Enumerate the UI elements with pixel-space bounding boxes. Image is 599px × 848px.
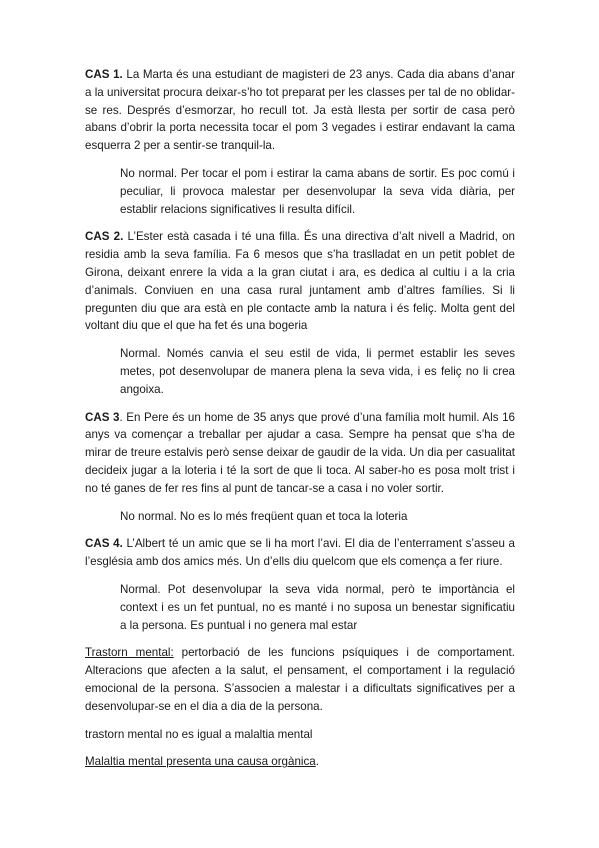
case-3-answer: No normal. No es lo més freqüent quan et toca la loteria [120,509,408,523]
case-4-text: L’Albert té un amic que se li ha mort l’avi. El dia de l’enterrament s’asseu a l’església amb dos amics més. Un d’ells diu quelcom que els comença a fer riure. [85,537,515,569]
case-1 [85,66,515,155]
note-mental-illness-text: Malaltia mental presenta una causa orgànica [85,755,316,769]
case-3 [85,409,515,498]
case-3-text: . En Pere és un home de 35 anys que prové d’una família molt humil. Als 16 anys va començar a treballar per ajudar a casa. Sempre ha pensat que s’ha de mirar de treure estalvis però sense deixar de gaudir de la vida. Un dia per casualitat decideix jugar a la loteria i té la sort de que li toca. Al saber-ho es posa molt trist i no té ganes de fer res fins al punt de tancar-se a casa i no voler sortir. [85,410,515,495]
note-mental-disorder: trastorn mental no es igual a malaltia mental [85,727,313,741]
case-4-label: CAS 4. [85,537,123,551]
case-2-label: CAS 2. [85,230,124,244]
definition-paragraph [85,644,515,715]
case-2-answer: Normal. Només canvia el seu estil de vida, li permet establir les seves metes, pot desenvolupar de manera plena la seva vida, i es feliç no li crea angoixa. [120,347,515,396]
case-1-answer: No normal. Per tocar el pom i estirar la cama abans de sortir. Es poc comú i peculiar, li provoca malestar per desenvolupar la seva vida diària, per establir relacions significatives li resulta difícil. [120,166,515,216]
case-1-text: La Marta és una estudiant de magisteri de 23 anys. Cada dia abans d’anar a la universitat procura deixar-s’ho tot preparat per les classes per tal de no oblidar-se res. Després d’esmorzar, ho recull tot. Ja està llesta per sortir de casa però abans d’obrir la porta necessita tocar el pom 3 vegades i estirar endavant la cama esquerra 2 per a sentir-se tranquil-la. [85,68,515,153]
note-mental-illness-suffix: . [315,755,319,769]
case-3-label: CAS 3 [85,410,120,424]
definition-text: pertorbació de les funcions psíquiques i de comportament. Alteracions que afecten a la salut, el pensament, el comportament i la regulació emocional de la persona. S’associen a malestar i a dificultats significatives per a desenvolupar-se en el dia a dia de la persona. [85,646,515,713]
case-2 [85,228,515,335]
case-4 [85,535,515,571]
definition-term: Trastorn mental: [85,646,174,660]
note-mental-illness [85,753,515,771]
case-4-answer: Normal. Pot desenvolupar la seva vida normal, però te importància el context i es un fet puntual, no es manté i no suposa un benestar significatiu a la persona. Es puntual i no genera mal estar [120,582,515,632]
case-2-text: L’Ester està casada i té una filla. És una directiva d’alt nivell a Madrid, on residia amb la seva família. Fa 6 mesos que s’ha traslladat en un petit poblet de Girona, deixant enrere la vida a la gran ciutat i ara, es dedica al cultiu i a la cria d’animals. Conviuen en una casa rural juntament amb d’altres famílies. Si li pregunten diu que ara està en ple contacte amb la natura i és feliç. Molta gent del voltant diu que el que ha fet és una bogeria [85,230,515,333]
case-1-label: CAS 1. [85,68,123,81]
